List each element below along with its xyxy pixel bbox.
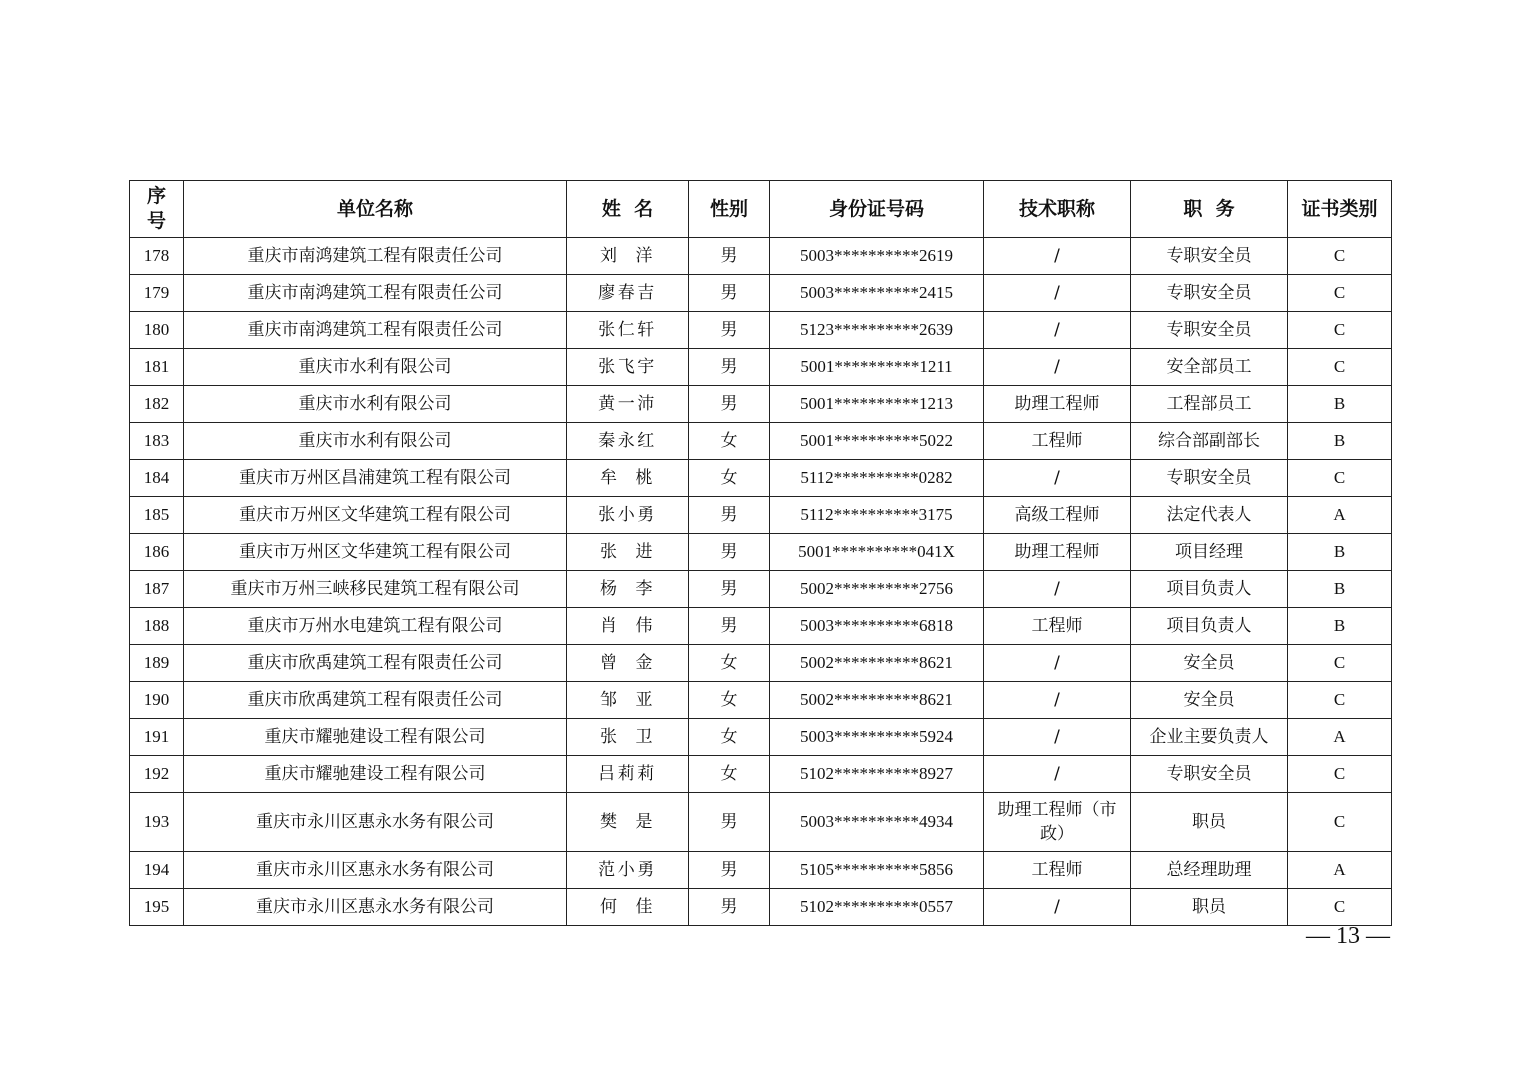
cell-gender: 男 — [689, 497, 770, 534]
cell-gender: 女 — [689, 682, 770, 719]
cell-id: 5001**********1213 — [770, 386, 984, 423]
cell-gender: 女 — [689, 460, 770, 497]
cell-unit: 重庆市南鸿建筑工程有限责任公司 — [184, 275, 567, 312]
cell-title: 助理工程师（市政） — [984, 793, 1131, 852]
cell-gender: 男 — [689, 238, 770, 275]
cell-unit: 重庆市万州区昌浦建筑工程有限公司 — [184, 460, 567, 497]
cell-position: 职员 — [1131, 793, 1288, 852]
page-number: — 13 — — [1306, 923, 1390, 949]
table-row — [130, 312, 1392, 349]
cell-cert: B — [1288, 534, 1392, 571]
cell-unit: 重庆市欣禹建筑工程有限责任公司 — [184, 645, 567, 682]
cell-name: 刘 洋 — [567, 238, 689, 275]
cell-position: 安全员 — [1131, 682, 1288, 719]
cell-unit: 重庆市南鸿建筑工程有限责任公司 — [184, 238, 567, 275]
cell-cert: C — [1288, 238, 1392, 275]
cell-cert: A — [1288, 852, 1392, 889]
cell-seq: 190 — [130, 682, 184, 719]
cell-unit: 重庆市水利有限公司 — [184, 386, 567, 423]
cell-position: 职员 — [1131, 889, 1288, 926]
cell-gender: 男 — [689, 349, 770, 386]
table-row — [130, 682, 1392, 719]
cell-title: / — [984, 719, 1131, 756]
cell-seq: 195 — [130, 889, 184, 926]
cell-gender: 男 — [689, 312, 770, 349]
cell-id: 5003**********4934 — [770, 793, 984, 852]
cell-position: 项目经理 — [1131, 534, 1288, 571]
cell-gender: 女 — [689, 423, 770, 460]
cell-seq: 193 — [130, 793, 184, 852]
table-row — [130, 238, 1392, 275]
cell-position: 法定代表人 — [1131, 497, 1288, 534]
cell-title: / — [984, 756, 1131, 793]
table-row — [130, 793, 1392, 852]
table-row — [130, 275, 1392, 312]
cell-position: 专职安全员 — [1131, 756, 1288, 793]
cell-position: 专职安全员 — [1131, 275, 1288, 312]
cell-id: 5105**********5856 — [770, 852, 984, 889]
cell-position: 项目负责人 — [1131, 571, 1288, 608]
table-row — [130, 852, 1392, 889]
cell-name: 张小勇 — [567, 497, 689, 534]
cell-unit: 重庆市万州三峡移民建筑工程有限公司 — [184, 571, 567, 608]
cell-seq: 194 — [130, 852, 184, 889]
cell-cert: C — [1288, 793, 1392, 852]
cell-name: 张 进 — [567, 534, 689, 571]
cell-position: 专职安全员 — [1131, 460, 1288, 497]
cell-gender: 男 — [689, 386, 770, 423]
cell-name: 何 佳 — [567, 889, 689, 926]
cell-gender: 女 — [689, 645, 770, 682]
cell-title: 工程师 — [984, 423, 1131, 460]
cell-cert: A — [1288, 497, 1392, 534]
header-unit: 单位名称 — [184, 181, 567, 238]
table-row — [130, 423, 1392, 460]
table-row — [130, 460, 1392, 497]
table-row — [130, 497, 1392, 534]
cell-position: 安全员 — [1131, 645, 1288, 682]
cell-name: 范小勇 — [567, 852, 689, 889]
table-row — [130, 349, 1392, 386]
cell-id: 5002**********2756 — [770, 571, 984, 608]
cell-unit: 重庆市水利有限公司 — [184, 349, 567, 386]
cell-seq: 182 — [130, 386, 184, 423]
cell-cert: A — [1288, 719, 1392, 756]
cell-title: / — [984, 645, 1131, 682]
cell-unit: 重庆市永川区惠永水务有限公司 — [184, 889, 567, 926]
cell-seq: 186 — [130, 534, 184, 571]
table-header-row — [130, 181, 1392, 238]
cell-title: / — [984, 238, 1131, 275]
cell-name: 张 卫 — [567, 719, 689, 756]
cell-id: 5102**********8927 — [770, 756, 984, 793]
cell-gender: 男 — [689, 793, 770, 852]
cell-position: 安全部员工 — [1131, 349, 1288, 386]
cell-unit: 重庆市水利有限公司 — [184, 423, 567, 460]
cell-title: / — [984, 349, 1131, 386]
cell-seq: 183 — [130, 423, 184, 460]
cell-unit: 重庆市永川区惠永水务有限公司 — [184, 852, 567, 889]
cell-cert: C — [1288, 756, 1392, 793]
cell-name: 张飞宇 — [567, 349, 689, 386]
cell-title: / — [984, 312, 1131, 349]
header-seq: 序 号 — [130, 181, 184, 238]
cell-seq: 189 — [130, 645, 184, 682]
table-row — [130, 534, 1392, 571]
cell-id: 5003**********2415 — [770, 275, 984, 312]
cell-id: 5003**********6818 — [770, 608, 984, 645]
cell-unit: 重庆市万州区文华建筑工程有限公司 — [184, 497, 567, 534]
header-id: 身份证号码 — [770, 181, 984, 238]
header-cert: 证书类别 — [1288, 181, 1392, 238]
cell-seq: 185 — [130, 497, 184, 534]
cell-id: 5001**********5022 — [770, 423, 984, 460]
table-row — [130, 571, 1392, 608]
table-row — [130, 756, 1392, 793]
cell-name: 邹 亚 — [567, 682, 689, 719]
cell-cert: C — [1288, 682, 1392, 719]
cell-id: 5123**********2639 — [770, 312, 984, 349]
cell-title: 助理工程师 — [984, 386, 1131, 423]
cell-name: 牟 桃 — [567, 460, 689, 497]
table-row — [130, 386, 1392, 423]
table-body — [130, 238, 1392, 926]
cell-position: 专职安全员 — [1131, 238, 1288, 275]
cell-cert: B — [1288, 386, 1392, 423]
cell-id: 5112**********0282 — [770, 460, 984, 497]
cell-cert: B — [1288, 423, 1392, 460]
cell-unit: 重庆市永川区惠永水务有限公司 — [184, 793, 567, 852]
cell-seq: 192 — [130, 756, 184, 793]
cell-id: 5002**********8621 — [770, 682, 984, 719]
cell-title: / — [984, 571, 1131, 608]
personnel-table — [129, 180, 1392, 926]
table-row — [130, 645, 1392, 682]
cell-position: 总经理助理 — [1131, 852, 1288, 889]
cell-seq: 184 — [130, 460, 184, 497]
cell-title: 工程师 — [984, 852, 1131, 889]
cell-seq: 181 — [130, 349, 184, 386]
table-row — [130, 719, 1392, 756]
cell-seq: 191 — [130, 719, 184, 756]
cell-cert: B — [1288, 608, 1392, 645]
cell-unit: 重庆市欣禹建筑工程有限责任公司 — [184, 682, 567, 719]
cell-name: 樊 是 — [567, 793, 689, 852]
cell-unit: 重庆市万州水电建筑工程有限公司 — [184, 608, 567, 645]
cell-name: 杨 李 — [567, 571, 689, 608]
cell-name: 吕莉莉 — [567, 756, 689, 793]
cell-gender: 女 — [689, 756, 770, 793]
cell-unit: 重庆市耀驰建设工程有限公司 — [184, 719, 567, 756]
cell-position: 综合部副部长 — [1131, 423, 1288, 460]
cell-id: 5102**********0557 — [770, 889, 984, 926]
cell-seq: 178 — [130, 238, 184, 275]
cell-name: 黄一沛 — [567, 386, 689, 423]
cell-name: 廖春吉 — [567, 275, 689, 312]
cell-id: 5001**********041X — [770, 534, 984, 571]
cell-cert: C — [1288, 645, 1392, 682]
cell-title: 高级工程师 — [984, 497, 1131, 534]
cell-title: 工程师 — [984, 608, 1131, 645]
cell-title: / — [984, 682, 1131, 719]
cell-unit: 重庆市万州区文华建筑工程有限公司 — [184, 534, 567, 571]
cell-unit: 重庆市耀驰建设工程有限公司 — [184, 756, 567, 793]
cell-id: 5112**********3175 — [770, 497, 984, 534]
cell-gender: 男 — [689, 608, 770, 645]
cell-id: 5003**********5924 — [770, 719, 984, 756]
cell-title: / — [984, 460, 1131, 497]
cell-seq: 179 — [130, 275, 184, 312]
cell-name: 肖 伟 — [567, 608, 689, 645]
cell-gender: 男 — [689, 275, 770, 312]
header-position: 职 务 — [1131, 181, 1288, 238]
header-gender: 性别 — [689, 181, 770, 238]
header-title: 技术职称 — [984, 181, 1131, 238]
cell-cert: C — [1288, 889, 1392, 926]
cell-seq: 188 — [130, 608, 184, 645]
cell-title: / — [984, 889, 1131, 926]
cell-cert: B — [1288, 571, 1392, 608]
cell-name: 张仁轩 — [567, 312, 689, 349]
cell-cert: C — [1288, 275, 1392, 312]
cell-gender: 女 — [689, 719, 770, 756]
cell-position: 企业主要负责人 — [1131, 719, 1288, 756]
cell-cert: C — [1288, 312, 1392, 349]
cell-cert: C — [1288, 460, 1392, 497]
cell-id: 5001**********1211 — [770, 349, 984, 386]
cell-gender: 男 — [689, 889, 770, 926]
cell-cert: C — [1288, 349, 1392, 386]
cell-title: 助理工程师 — [984, 534, 1131, 571]
cell-position: 工程部员工 — [1131, 386, 1288, 423]
cell-seq: 187 — [130, 571, 184, 608]
cell-seq: 180 — [130, 312, 184, 349]
header-name: 姓 名 — [567, 181, 689, 238]
cell-id: 5003**********2619 — [770, 238, 984, 275]
cell-gender: 男 — [689, 534, 770, 571]
cell-position: 专职安全员 — [1131, 312, 1288, 349]
cell-gender: 男 — [689, 571, 770, 608]
cell-position: 项目负责人 — [1131, 608, 1288, 645]
cell-title: / — [984, 275, 1131, 312]
cell-unit: 重庆市南鸿建筑工程有限责任公司 — [184, 312, 567, 349]
cell-name: 秦永红 — [567, 423, 689, 460]
cell-gender: 男 — [689, 852, 770, 889]
table-row — [130, 889, 1392, 926]
cell-name: 曾 金 — [567, 645, 689, 682]
table-row — [130, 608, 1392, 645]
cell-id: 5002**********8621 — [770, 645, 984, 682]
